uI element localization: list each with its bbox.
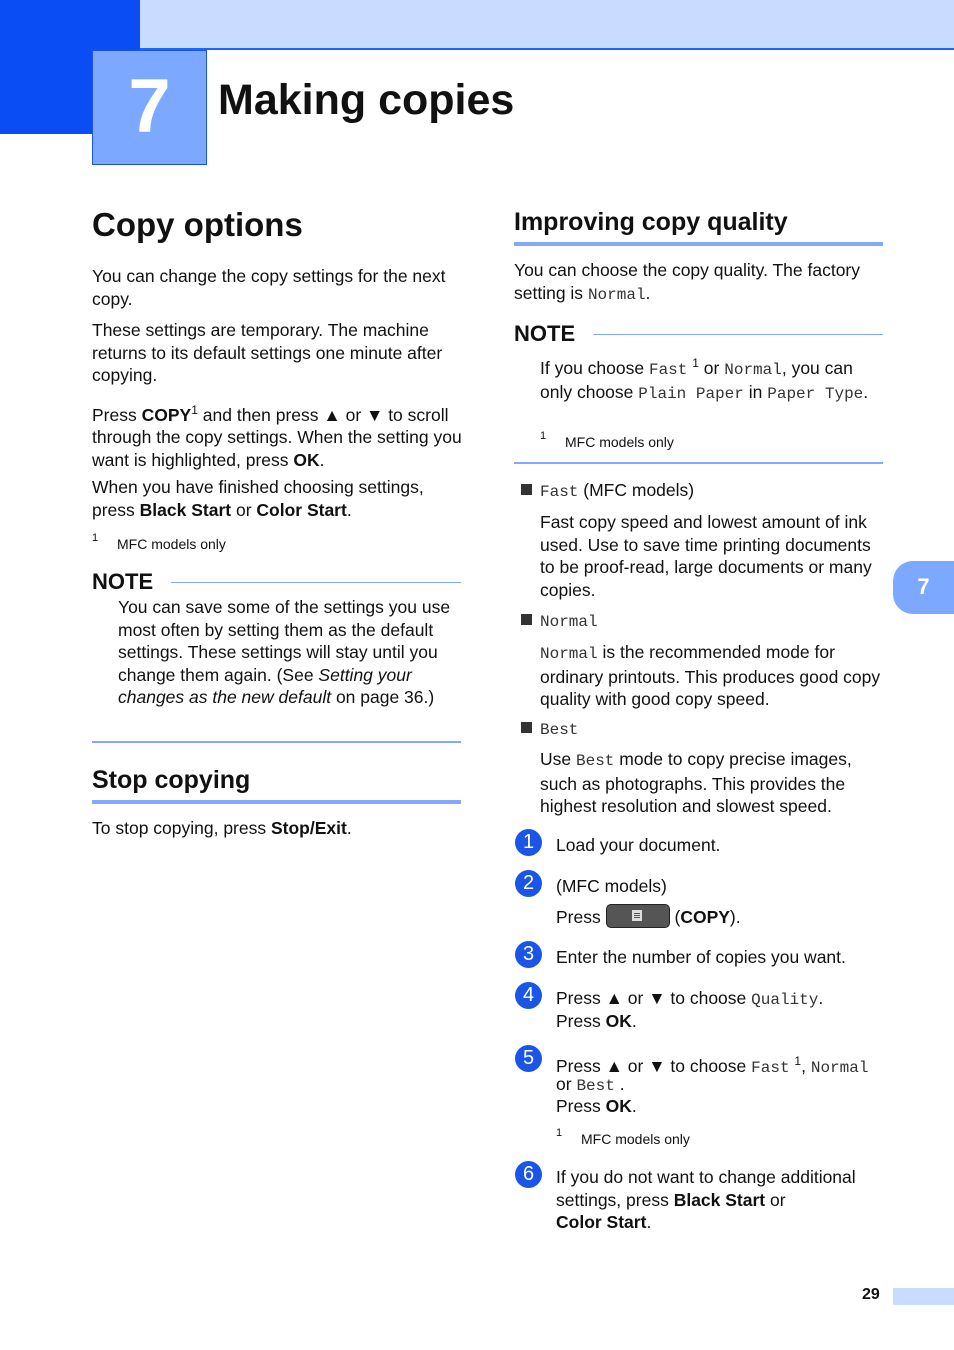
bullet-square-icon xyxy=(521,614,532,625)
paragraph: When you have finished choosing settings, press Black Start or Color Start. xyxy=(92,477,424,520)
section-rule xyxy=(514,242,883,246)
step-number-3: 3 xyxy=(515,941,542,968)
step-number-6: 6 xyxy=(515,1161,542,1188)
page-number-bar xyxy=(893,1288,954,1305)
footnote: 1 MFC models only xyxy=(556,1127,690,1147)
note-bottom-divider xyxy=(92,741,461,743)
footnote: 1 MFC models only xyxy=(540,430,674,450)
step-text: (MFC models) xyxy=(556,876,667,896)
note-text: If you choose Fast $^1$ or Normal, you can only choose Plain Paper in Paper Type. xyxy=(540,356,869,404)
paragraph: To stop copying, press Stop/Exit. xyxy=(92,818,352,838)
note-divider xyxy=(593,334,883,335)
option-fast-label: Fast (MFC models) xyxy=(540,480,695,501)
note-divider xyxy=(171,582,461,583)
step-text: Press (COPY). xyxy=(556,904,886,929)
header-bar xyxy=(140,0,954,50)
chapter-side-tab: 7 xyxy=(893,561,954,614)
step-text: Enter the number of copies you want. xyxy=(556,947,846,967)
note-title: NOTE xyxy=(514,321,576,346)
note-bottom-divider xyxy=(514,462,883,464)
bullet-square-icon xyxy=(521,722,532,733)
section-title-copy-options: Copy options xyxy=(92,206,303,243)
option-best-description: Use Best mode to copy precise images, such as photographs. This provides the highest resolution and slowest speed. xyxy=(540,749,852,816)
section-title-stop-copying: Stop copying xyxy=(92,766,251,794)
paragraph: You can change the copy settings for the next copy. xyxy=(92,266,446,309)
section-title-improving-copy-quality: Improving copy quality xyxy=(514,208,788,236)
step-number-1: 1 xyxy=(515,829,542,856)
step-number-2: 2 xyxy=(515,870,542,897)
step-text: Press ▲ or ▼ to choose Fast $^1$, Normal xyxy=(556,1054,869,1077)
paragraph: These settings are temporary. The machine returns to its default settings one minute after copying. xyxy=(92,320,443,385)
step-text: Press ▲ or ▼ to choose Quality. xyxy=(556,988,824,1009)
copy-key-icon xyxy=(606,904,670,928)
page-number: 29 xyxy=(862,1286,880,1303)
chapter-number: 7 xyxy=(92,50,207,165)
note-text: You can save some of the settings you use most often by setting them as the default settings. These settings will stay until you change them again. (See Setting your changes as the new default on page 36.) xyxy=(118,597,451,707)
option-best-label: Best xyxy=(540,721,579,739)
footnote: 1 MFC models only xyxy=(92,532,226,552)
paragraph: Press COPY$^1$ and then press ▲ or ▼ to scroll through the copy settings. When the setting you want is highlighted, press OK. xyxy=(92,403,462,470)
step-number-4: 4 xyxy=(515,982,542,1009)
step-text: or Best . xyxy=(556,1074,625,1095)
option-normal-label: Normal xyxy=(540,613,598,631)
option-fast-description: Fast copy speed and lowest amount of ink used. Use to save time printing documents to be proof-read, large documents or many copies. xyxy=(540,512,872,600)
note-title: NOTE xyxy=(92,569,154,594)
section-rule xyxy=(92,800,461,804)
step-text: Load your document. xyxy=(556,835,721,855)
paragraph: You can choose the copy quality. The factory setting is Normal. xyxy=(514,260,861,304)
bullet-square-icon xyxy=(521,484,532,495)
step-number-5: 5 xyxy=(515,1045,542,1072)
chapter-title: Making copies xyxy=(218,76,515,124)
step-text: Press OK. xyxy=(556,1096,637,1116)
step-text: If you do not want to change additional settings, press Black Start or Color Start. xyxy=(556,1167,856,1232)
option-normal-description: Normal is the recommended mode for ordinary printouts. This produces good copy quality with good copy speed. xyxy=(540,642,881,709)
step-text: Press OK. xyxy=(556,1011,637,1031)
